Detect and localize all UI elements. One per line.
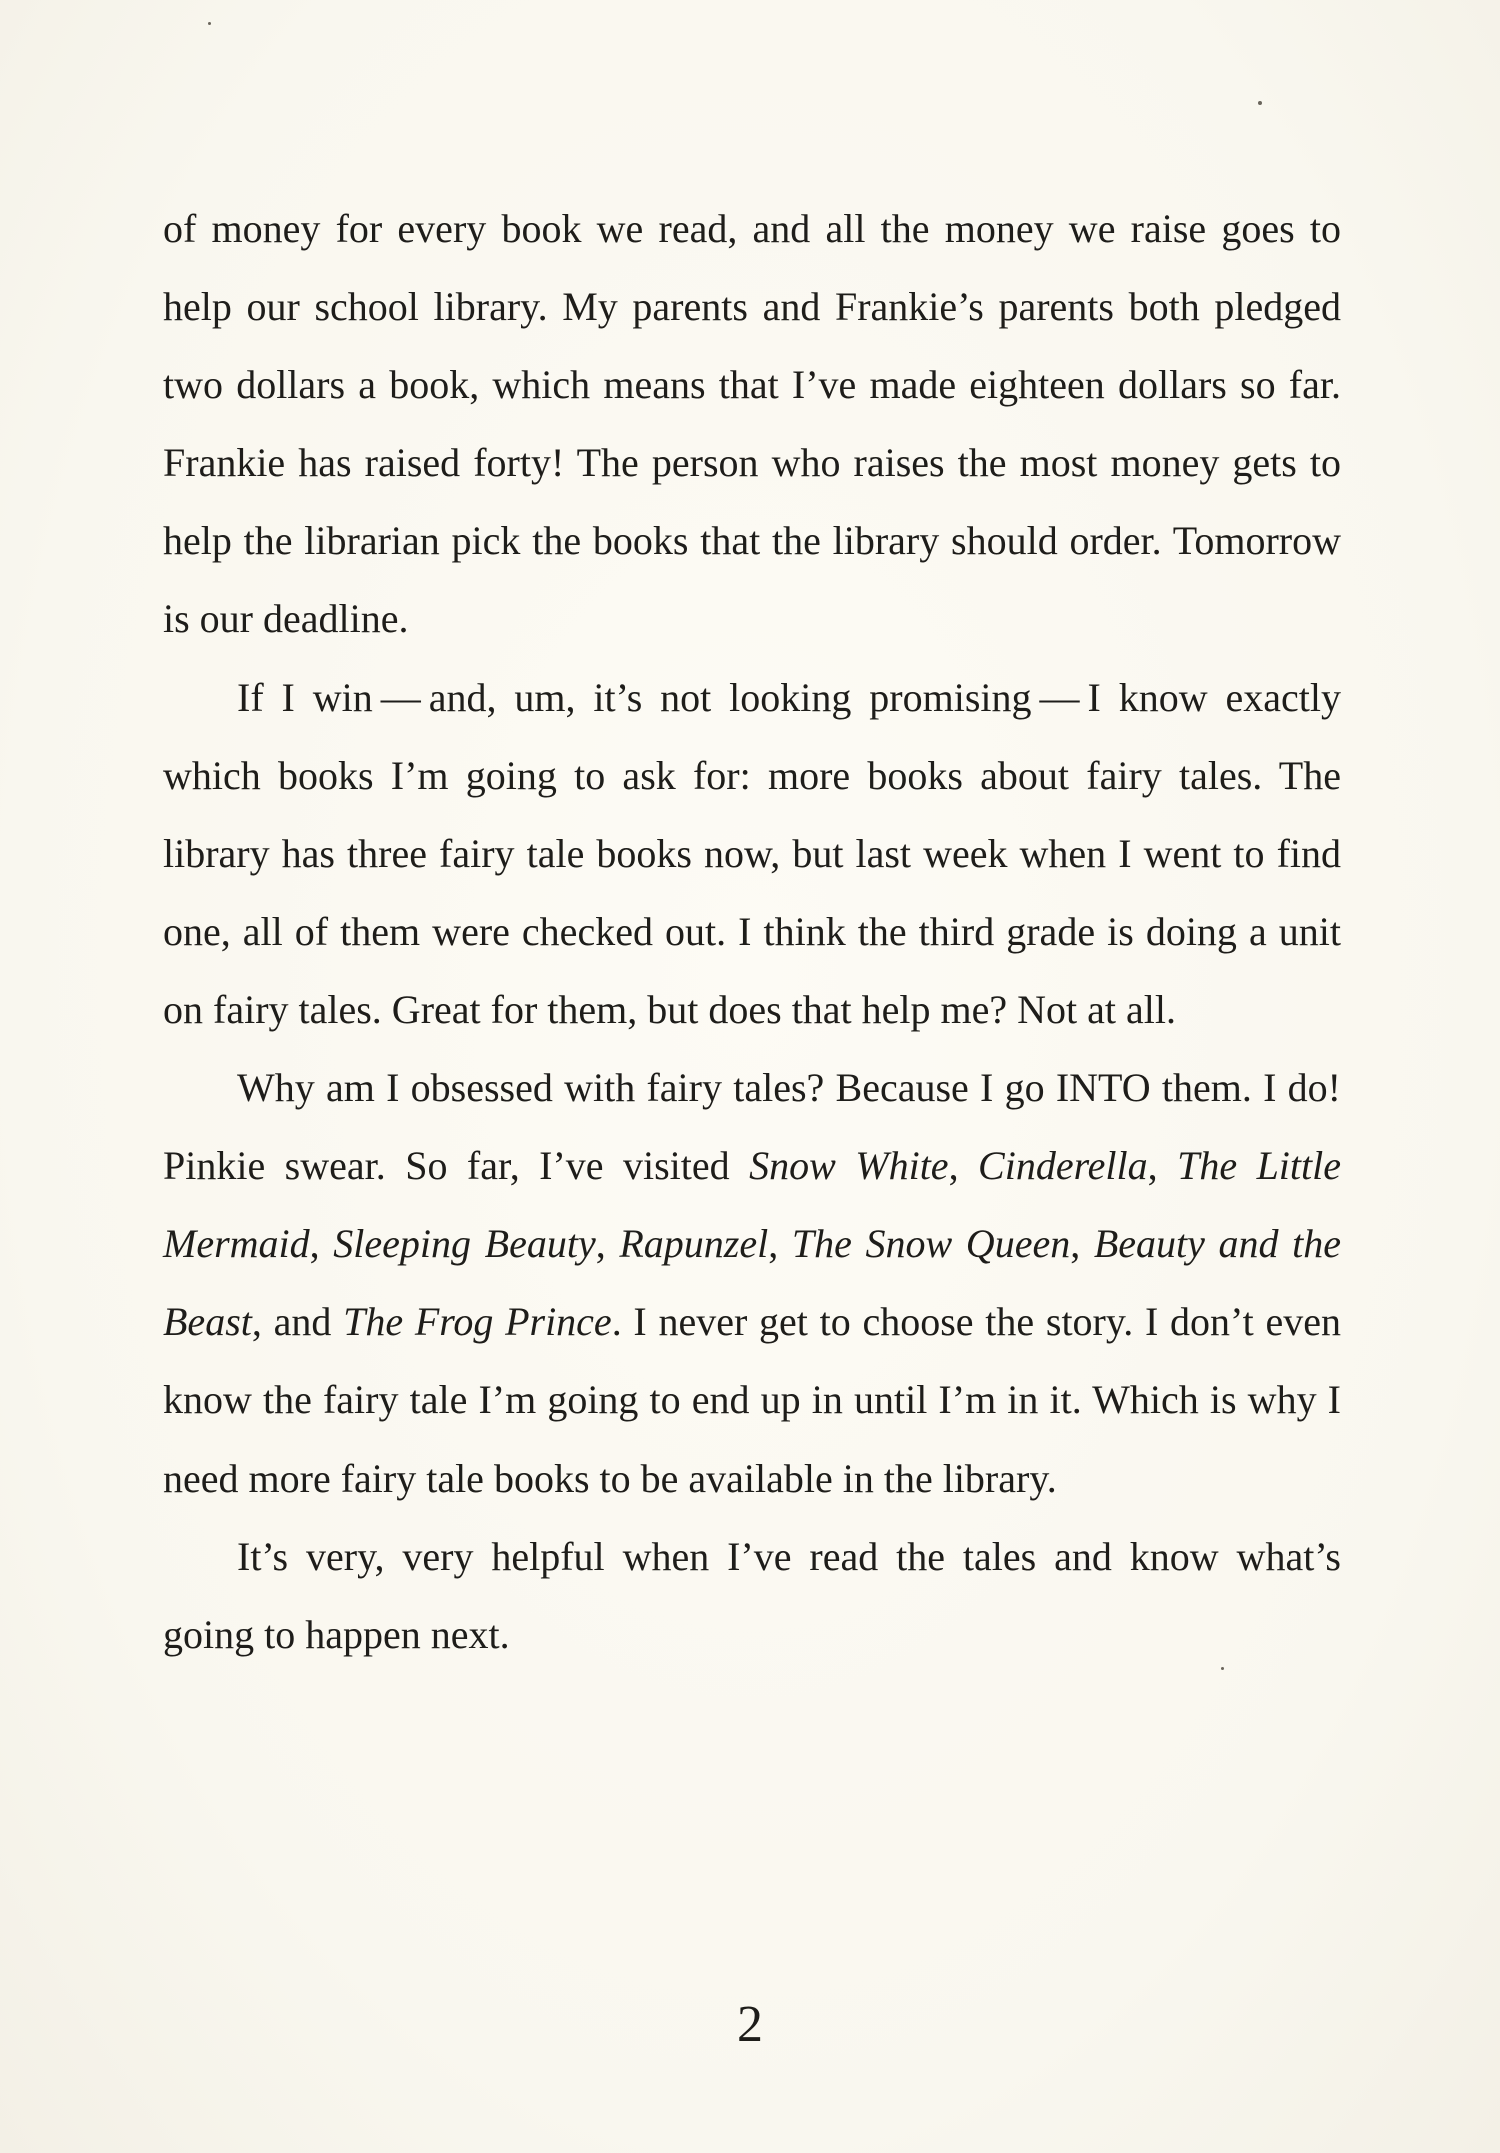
italic-title: Beauty and the Beast (163, 1221, 1342, 1345)
text-run: , (1147, 1143, 1178, 1189)
text-run: , (768, 1221, 792, 1267)
text-run: of money for every book we read, and all the money we raise goes to help our school library. My parents and Frankie’s parents both pledged two dollars a book, which means that I’ve made eighteen dollars so far. Frankie has raised forty! The person who raises the most money gets to help the librarian pick the books that the library should order. Tomorrow is our deadline. (163, 206, 1341, 642)
italic-title: The Snow Queen (791, 1221, 1071, 1267)
paragraph (163, 190, 1341, 659)
text-run: Why am I obsessed with fairy tales? Because I go INTO them. I do! Pinkie swear. So far, I’ve visited (163, 1065, 1341, 1189)
italic-title: The Frog Prince (343, 1299, 612, 1345)
paragraph (163, 1049, 1341, 1518)
italic-title: Rapunzel (619, 1221, 769, 1267)
italic-title: Sleeping Beauty (333, 1221, 596, 1267)
text-run: , (948, 1143, 979, 1189)
paper-speck (1258, 101, 1262, 105)
text-run: , (595, 1221, 620, 1267)
text-run: , and (251, 1299, 344, 1345)
text-run: If I win — and, um, it’s not looking promising — I know exactly which books I’m going to ask for: more books about fairy tales. The library has three fairy tale books now, but last week when I went to find one, all of them were checked out. I think the third grade is doing a unit on fairy tales. Great for them, but does that help me? Not at all. (163, 674, 1341, 1032)
body-text (163, 190, 1341, 1674)
text-run: , (309, 1221, 334, 1267)
paragraph (163, 659, 1341, 1049)
italic-title: Cinderella (978, 1143, 1148, 1189)
text-run: . I never get to choose the story. I don’t even know the fairy tale I’m going to end up in until I’m in it. Which is why I need more fairy tale books to be available in the library. (163, 1299, 1342, 1501)
page-number: 2 (737, 1996, 763, 2053)
italic-title: Snow White (749, 1143, 949, 1189)
text-run: It’s very, very helpful when I’ve read the tales and know what’s going to happen next. (163, 1533, 1341, 1657)
paper-speck (208, 22, 211, 25)
italic-title: The Little Mermaid (163, 1143, 1342, 1267)
text-run: , (1070, 1221, 1094, 1267)
paragraph (163, 1518, 1341, 1674)
